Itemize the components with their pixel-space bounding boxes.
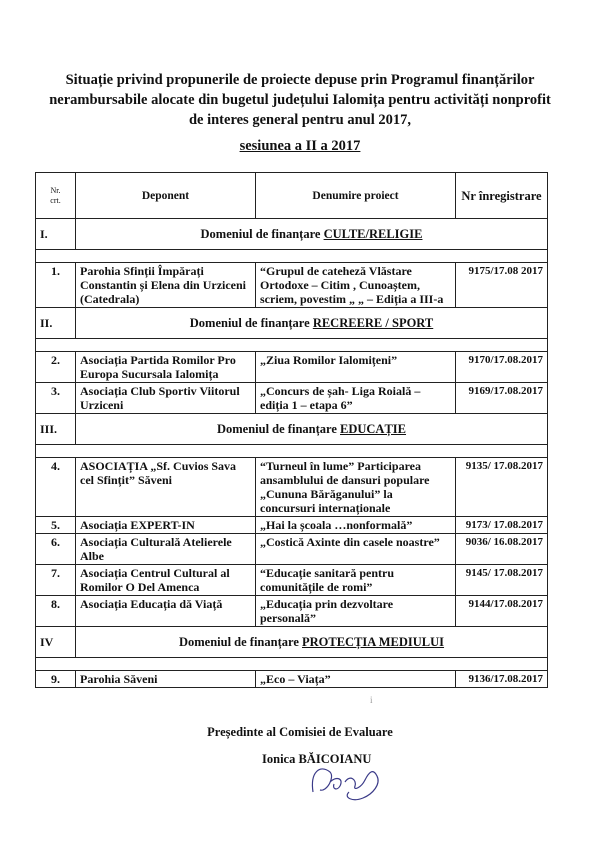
table-row: [36, 458, 548, 517]
row-number: 3.: [36, 383, 76, 414]
spacer-cell: [36, 250, 548, 263]
section-row: [36, 414, 548, 445]
domain-name: RECREERE / SPORT: [312, 316, 434, 330]
row-deponent: Asociația Culturală Atelierele Albe: [76, 534, 256, 565]
title-line: de interes general pentru anul 2017,: [188, 112, 412, 128]
row-registration: 9144/17.08.2017: [456, 596, 548, 627]
domain-prefix: Domeniul de finanțare: [200, 227, 321, 241]
row-number: 7.: [36, 565, 76, 596]
section-row: [36, 627, 548, 658]
row-deponent: Parohia Săveni: [76, 671, 256, 688]
domain-prefix: Domeniul de finanțare: [216, 422, 337, 436]
table-row: [36, 517, 548, 534]
row-project: „Concurs de șah- Liga Roială – ediția 1 – etapa 6”: [256, 383, 456, 414]
row-project: „Educația prin dezvoltare personală”: [256, 596, 456, 627]
section-row: [36, 308, 548, 339]
section-domain: [76, 308, 548, 339]
section-domain: [76, 414, 548, 445]
section-spacer: [36, 445, 548, 458]
spacer-cell: [36, 658, 548, 671]
row-registration: 9169/17.08.2017: [456, 383, 548, 414]
section-number: I.: [36, 219, 76, 250]
spacer-cell: [36, 339, 548, 352]
handwritten-signature: [305, 752, 395, 812]
domain-prefix: Domeniul de finanțare: [189, 316, 310, 330]
row-project: „Costică Axinte din casele noastre”: [256, 534, 456, 565]
row-project: “Educație sanitară pentru comunitățile de romi”: [256, 565, 456, 596]
row-number: 6.: [36, 534, 76, 565]
row-deponent: Parohia Sfinții Împărați Constantin și Elena din Urziceni (Catedrala): [76, 263, 256, 308]
row-registration: 9170/17.08.2017: [456, 352, 548, 383]
domain-name: CULTE/RELIGIE: [323, 227, 423, 241]
row-registration: 9175/17.08 2017: [456, 263, 548, 308]
section-row: [36, 219, 548, 250]
row-deponent: Asociația Club Sportiv Viitorul Urziceni: [76, 383, 256, 414]
row-registration: 9136/17.08.2017: [456, 671, 548, 688]
margin-mark: i: [370, 695, 373, 705]
row-project: „Ziua Romilor Ialomițeni”: [256, 352, 456, 383]
section-number: III.: [36, 414, 76, 445]
table-row: [36, 565, 548, 596]
row-number: 2.: [36, 352, 76, 383]
table-body: [36, 219, 548, 688]
table-row: [36, 263, 548, 308]
row-deponent: Asociația EXPERT-IN: [76, 517, 256, 534]
row-deponent: ASOCIAȚIA „Sf. Cuvios Sava cel Sfințit” Săveni: [76, 458, 256, 517]
title-line: Situație privind propunerile de proiecte depuse prin Programul finanțărilor: [65, 72, 535, 88]
row-number: 1.: [36, 263, 76, 308]
section-spacer: [36, 658, 548, 671]
section-spacer: [36, 339, 548, 352]
row-number: 5.: [36, 517, 76, 534]
spacer-cell: [36, 445, 548, 458]
row-registration: 9036/ 16.08.2017: [456, 534, 548, 565]
row-project: „Eco – Viața”: [256, 671, 456, 688]
row-number: 4.: [36, 458, 76, 517]
row-registration: 9145/ 17.08.2017: [456, 565, 548, 596]
table-row: [36, 534, 548, 565]
row-number: 9.: [36, 671, 76, 688]
row-project: “Grupul de cateheză Vlăstare Ortodoxe – Citim , Cunoaștem, scriem, povestim „ „ – Ediția a III-a: [256, 263, 456, 308]
president-title: Președinte al Comisiei de Evaluare: [207, 725, 393, 739]
row-number: 8.: [36, 596, 76, 627]
table-row: [36, 596, 548, 627]
header-registration: Nr înregistrare: [456, 173, 548, 219]
table-header-row: [36, 173, 548, 219]
row-deponent: Asociația Partida Romilor Pro Europa Sucursala Ialomița: [76, 352, 256, 383]
signer-name: Ionica BĂICOIANU: [262, 752, 372, 766]
table-row: [36, 671, 548, 688]
row-deponent: Asociația Educația dă Viață: [76, 596, 256, 627]
session-subtitle: sesiunea a II a 2017: [239, 138, 361, 154]
section-domain: [76, 219, 548, 250]
document-title: [0, 70, 600, 130]
table-row: [36, 383, 548, 414]
section-number: IV: [36, 627, 76, 658]
domain-prefix: Domeniul de finanțare: [178, 635, 299, 649]
title-line: nerambursabile alocate din bugetul județului Ialomița pentru activități nonprofit: [49, 92, 551, 108]
table-row: [36, 352, 548, 383]
domain-name: EDUCAȚIE: [340, 422, 407, 436]
row-project: „Hai la școala …nonformală”: [256, 517, 456, 534]
row-deponent: Asociația Centrul Cultural al Romilor O Del Amenca: [76, 565, 256, 596]
header-nr: Nr. crt.: [36, 173, 76, 219]
section-number: II.: [36, 308, 76, 339]
row-registration: 9173/ 17.08.2017: [456, 517, 548, 534]
domain-name: PROTECȚIA MEDIULUI: [302, 635, 445, 649]
header-proiect: Denumire proiect: [256, 173, 456, 219]
section-spacer: [36, 250, 548, 263]
header-deponent: Deponent: [76, 173, 256, 219]
row-project: “Turneul în lume” Participarea ansamblului de dansuri populare „Cununa Bărăganului” la concursuri internaționale: [256, 458, 456, 517]
section-domain: [76, 627, 548, 658]
row-registration: 9135/ 17.08.2017: [456, 458, 548, 517]
projects-table: [35, 172, 548, 688]
